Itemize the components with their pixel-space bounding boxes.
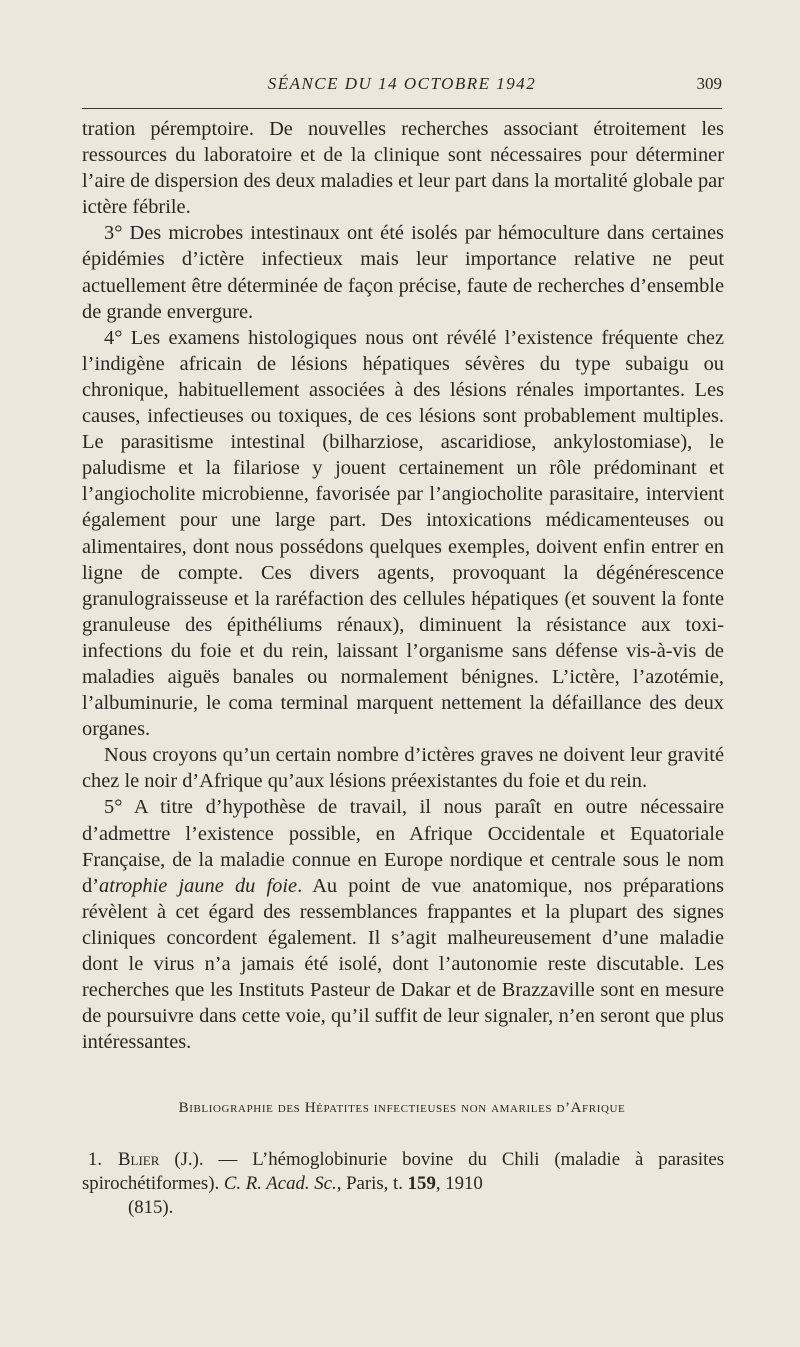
- paragraph-point-5-text-a: 5° A titre d’hypothèse de travail, il nous paraît en outre nécessaire d’admettre l’existence possible, en Afrique Occidentale et Equatoriale Française, de la maladie connue en Europe nordique et centrale sous le nom d’: [82, 796, 724, 897]
- body-text: [82, 116, 724, 1055]
- bibliography-title: Bibliographie des Hépatites infectieuses non amariles d’Afrique: [178, 1100, 626, 1116]
- header-rule: [82, 108, 722, 109]
- bibliography-entry: [82, 1148, 724, 1220]
- paragraph-point-5-text-b: . Au point de vue anatomique, nos préparations révèlent à cet égard des ressemblances frappantes et la plupart des signes cliniques concordent également. Il s’agit malheureusement d’une maladie dont le virus n’a jamais été isolé, dont l’autonomie reste discutable. Les recherches que les Instituts Pasteur de Dakar et de Brazzaville sont en mesure de poursuivre dans cette voie, qu’il suffit de leur signaler, n’en seront que plus intéressantes.: [82, 874, 724, 1054]
- paragraph-point-5: [82, 794, 724, 1055]
- bibliography-entry-text: — L’hémoglobinurie bovine du Chili (maladie à parasites spirochétiformes).: [82, 1149, 724, 1194]
- paragraph-conclusion: Nous croyons qu’un certain nombre d’ictères graves ne doivent leur gravité chez le noir d’Afrique qu’aux lésions préexistantes du foie et du rein.: [82, 744, 724, 793]
- bibliography-entry-year: , 1910: [435, 1173, 483, 1194]
- bibliography-entry-journal: C. R. Acad. Sc.: [223, 1173, 337, 1194]
- paragraph-continuation: tration péremptoire. De nouvelles recherches associant étroitement les ressources du laboratoire et de la clinique sont nécessaires pour déterminer l’aire de dispersion des deux maladies et leur part dans la mortalité globale par ictère fébrile.: [82, 118, 724, 219]
- paragraph-point-5-italic: atrophie jaune du foie: [99, 874, 298, 897]
- paragraph-point-4: 4° Les examens histologiques nous ont révélé l’existence fréquente chez l’indigène africain de lésions hépatiques sévères du type subaigu ou chronique, habituellement associées à des lésions rénales importantes. Les causes, infectieuses ou toxiques, de ces lésions sont probablement multiples. Le parasitisme intestinal (bilharziose, ascaridiose, ankylostomiase), le paludisme et la filariose y jouent certainement un rôle prédominant et l’angiocholite microbienne, favorisée par l’angiocholite parasitaire, intervient également pour une large part. Des intoxications médicamenteuses ou alimentaires, dont nous possédons quelques exemples, doivent enfin entrer en ligne de compte. Ces divers agents, provoquant la dégénérescence granulograisseuse et la raréfaction des cellules hépatiques (et souvent la fonte granuleuse des épithéliums rénaux), diminuent la résistance aux toxi-infections du foie et du rein, laissant l’organisme sans défense vis-à-vis de maladies aiguës banales ou normalement bénignes. L’ictère, l’azotémie, l’albuminurie, le coma terminal marquent nettement la défaillance des deux organes.: [82, 326, 724, 741]
- bibliography-entry-number: 1.: [88, 1149, 103, 1170]
- page-number: 309: [696, 74, 722, 93]
- bibliography-entry-volume: 159: [407, 1173, 436, 1194]
- bibliography-entry-pages: (815).: [128, 1197, 174, 1218]
- running-title: SÉANCE DU 14 OCTOBRE 1942: [267, 74, 537, 93]
- paragraph-point-3: 3° Des microbes intestinaux ont été isolés par hémoculture dans certaines épidémies d’ictère infectieux mais leur importance relative ne peut actuellement être déterminée de façon précise, faute de recherches d’ensemble de grande envergure.: [82, 222, 724, 323]
- page-header: [82, 74, 722, 98]
- bibliography-entry-place: , Paris, t.: [336, 1173, 408, 1194]
- bibliography-entry-author: Blier (J.).: [118, 1149, 204, 1170]
